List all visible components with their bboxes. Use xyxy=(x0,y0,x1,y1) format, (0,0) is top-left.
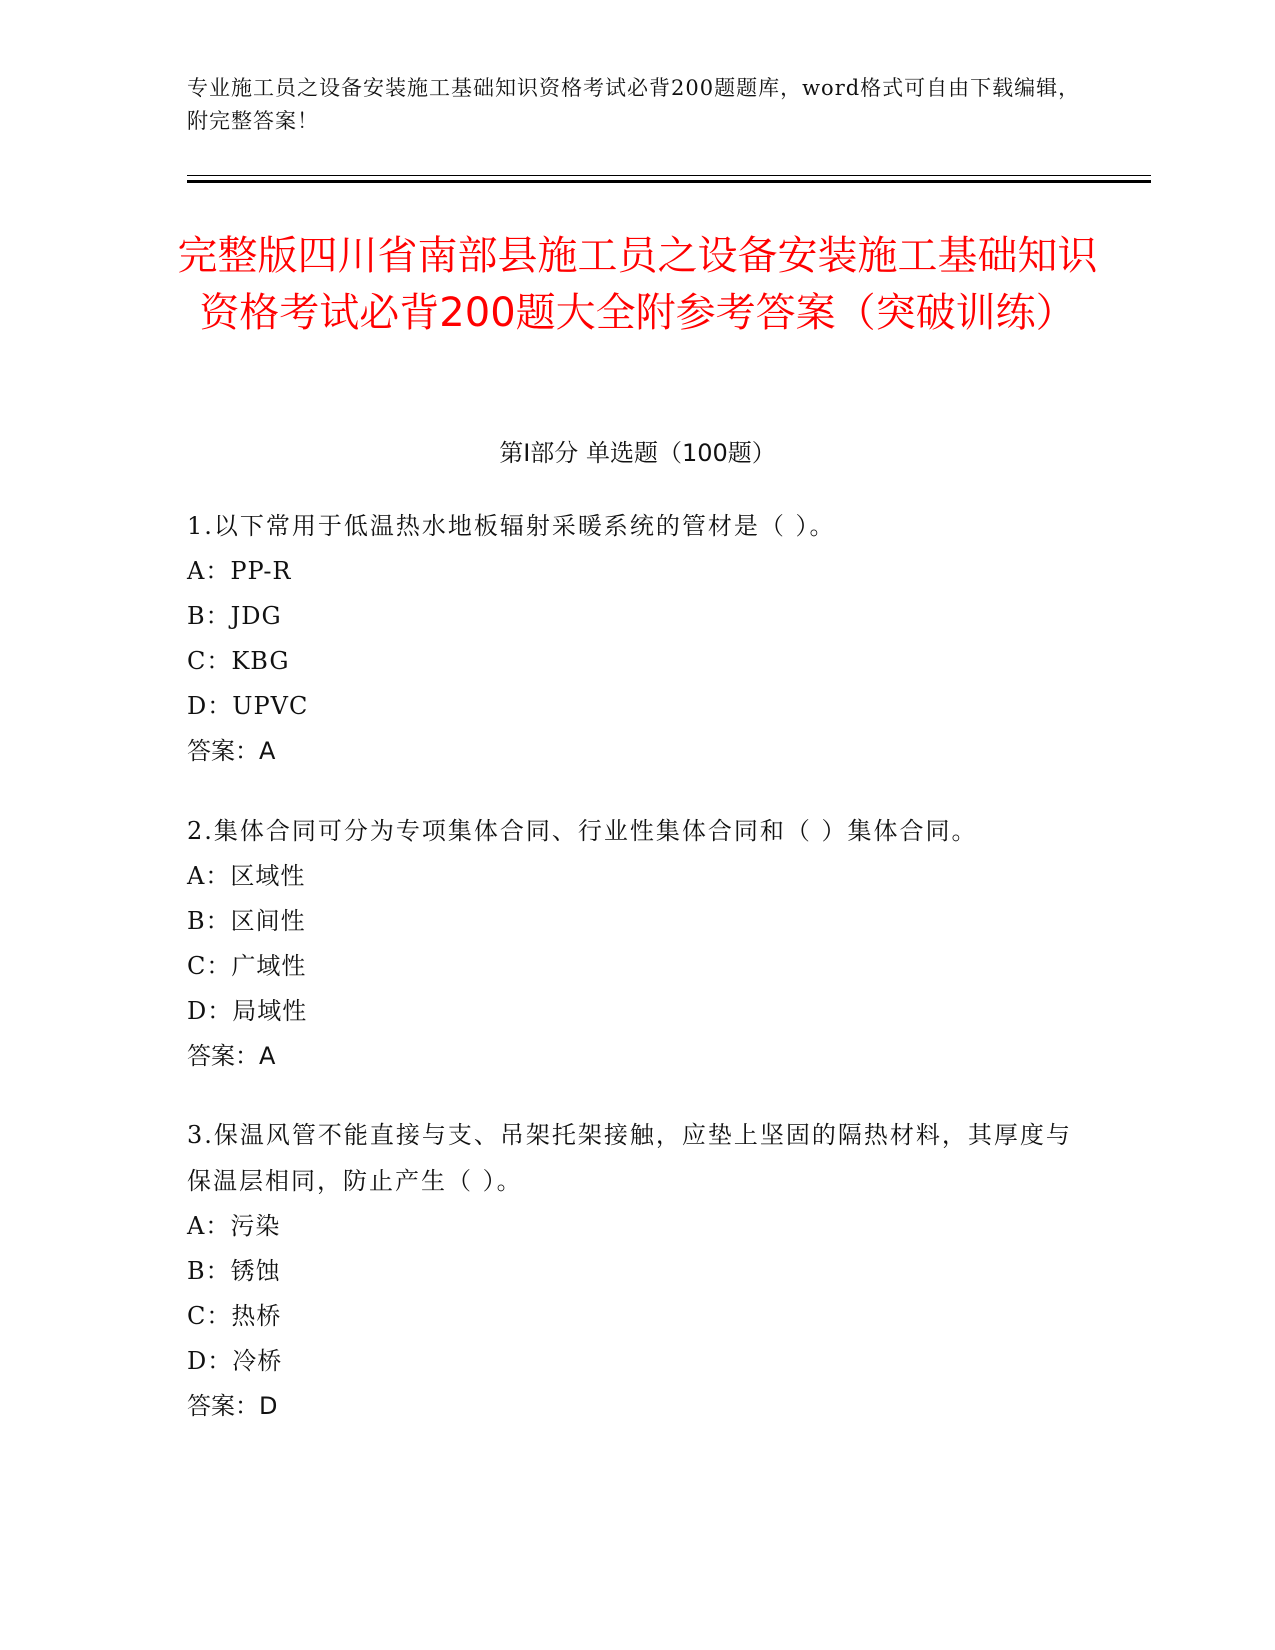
answer: 答案：A xyxy=(187,737,276,765)
question-1 xyxy=(187,503,1087,774)
question-3 xyxy=(187,1112,1087,1429)
option-c: C：热桥 xyxy=(187,1302,282,1330)
option-c: C：广域性 xyxy=(187,952,307,980)
option-b: B：锈蚀 xyxy=(187,1257,281,1285)
option-d: D：局域性 xyxy=(187,997,308,1025)
question-stem: 1.以下常用于低温热水地板辐射采暖系统的管材是（ ）。 xyxy=(187,512,836,540)
option-b: B：区间性 xyxy=(187,907,306,935)
option-d: D：UPVC xyxy=(187,692,309,720)
answer: 答案：A xyxy=(187,1042,276,1070)
section-title: 第Ⅰ部分 单选题（100题） xyxy=(499,439,776,467)
question-stem: 3.保温风管不能直接与支、吊架托架接触，应垫上坚固的隔热材料，其厚度与保温层相同，防止产生（ ）。 xyxy=(187,1121,1072,1195)
option-c: C：KBG xyxy=(187,647,290,675)
question-2 xyxy=(187,808,1087,1079)
header-note: 专业施工员之设备安装施工基础知识资格考试必背200题题库，word格式可自由下载编辑，附完整答案！ xyxy=(187,76,1081,133)
option-a: A：PP-R xyxy=(187,557,292,585)
option-d: D：冷桥 xyxy=(187,1347,283,1375)
question-stem: 2.集体合同可分为专项集体合同、行业性集体合同和（ ）集体合同。 xyxy=(187,817,978,845)
header-divider-thin xyxy=(187,175,1151,176)
header-divider-thick xyxy=(187,180,1151,183)
option-a: A：污染 xyxy=(187,1212,281,1240)
answer: 答案：D xyxy=(187,1392,278,1420)
document-title: 完整版四川省南部县施工员之设备安装施工基础知识资格考试必背200题大全附参考答案（突破训练） xyxy=(177,233,1098,336)
option-a: A：区域性 xyxy=(187,862,306,890)
option-b: B：JDG xyxy=(187,602,282,630)
